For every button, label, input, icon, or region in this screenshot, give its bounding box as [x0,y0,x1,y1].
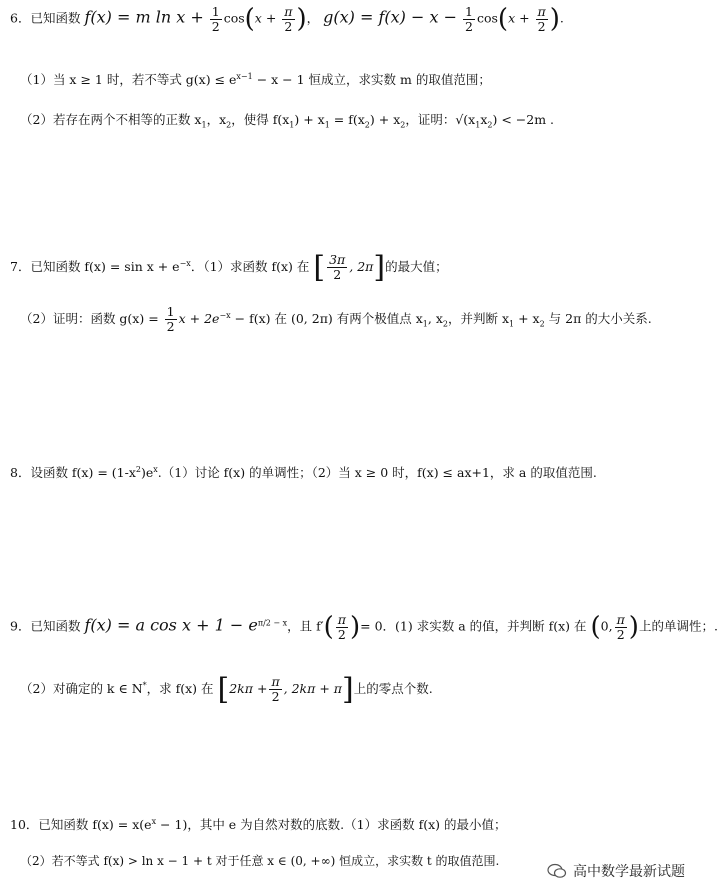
q6-line1: 6．已知函数 f(x) = m ln x + $\frac{1}{2}$ cos(x + $\frac{\pi}{2}$ )， g(x) = f(x) − x − $\frac{1}{2}$ cos(x + $\frac{\pi}{2}$ ). [10,3,564,34]
q6-number: 6． [10,10,31,26]
q6-half-frac: $\frac{1}{2}$ [211,3,220,34]
q6-g-lhs: g(x) = f(x) − x − [323,7,458,27]
q9-line1: 9．已知函数 f(x) = a $\cos x + 1 - e^{\pi/2 - x}$，且 f′( $\frac{\pi}{2}$ )= 0．(1) 求实数 a 的值，并判断 f(x) 在 (0, $\frac{\pi}{2}$ )上的单调性；. [10,611,718,642]
q9-pi-half-frac-2: $\frac{\pi}{2}$ [616,611,625,642]
q8-line: 8．设函数 $f(x) = (1-x^2)e^x.(1)$讨论 f(x) 的单调性；（2）当 x ≥ 0 时，f(x) ≤ ax+1，求 a 的取值范围. [10,464,597,480]
wechat-icon [547,863,567,879]
q10-part2: （2）若不等式 f(x) > ln x − 1 + t 对于任意 x ∈ (0, +∞) 恒成立，求实数 t 的取值范围. [20,854,500,868]
watermark [547,861,685,881]
q6-cos: cos [223,10,245,26]
q9-pi-half-frac-3: $\frac{\pi}{2}$ [271,674,280,704]
q6-pi-frac: $\frac{\pi}{2}$ [284,3,293,34]
q9-part2: （2）对确定的 k ∈ N*，求 f(x) 在 [2kπ + $\frac{\pi}{2}$ , 2kπ + π]上的零点个数. [20,672,433,707]
q7-3pi-frac: $\frac{3\pi}{2}$ [329,252,346,282]
q6-x-plus: x + [254,10,277,26]
q6-part1: （1）当 x ≥ 1 时，若不等式 $g(x) \le e^{x-1} - x - 1$ 恒成立，求实数 m 的取值范围； [20,71,491,87]
watermark-text: 高中数学最新试题 [573,864,685,880]
q7-line1: 7．已知函数 $f(x) = \sin x + e^{-x}$．（1）求函数 f(x) 在 [ $\frac{3\pi}{2}$ , 2π]的最大值； [10,250,448,285]
q6-stem: 已知函数 [30,10,81,26]
q10-line1: 10．已知函数 $f(x) = x(e^x - 1)$，其中 e 为自然对数的底数.（1）求函数 f(x) 的最小值； [10,816,507,832]
q7-part2: （2）证明：函数 g(x) = $\frac{1}{2}$ $x + 2e^{-x} - f(x)$ 在 (0, 2π) 有两个极值点 $x_1$, $x_2$，并判断 $x_1 + x_2$ 与 2π 的大小关系. [20,304,652,334]
q9-pi-half-frac: $\frac{\pi}{2}$ [337,611,346,642]
q6-pi-frac-2: $\frac{\pi}{2}$ [537,3,546,34]
q6-half-frac-2: $\frac{1}{2}$ [465,3,473,34]
q7-half-frac: $\frac{1}{2}$ [166,304,175,334]
q6-part2: （2）若存在两个不相等的正数 $x_1$，$x_2$，使得 $f(x_1) + x_1 = f(x_2) + x_2$，证明：$√(x_1x_2) < -2m$ . [20,112,555,130]
q6-f-lhs: f(x) = m ln x + [84,7,204,27]
